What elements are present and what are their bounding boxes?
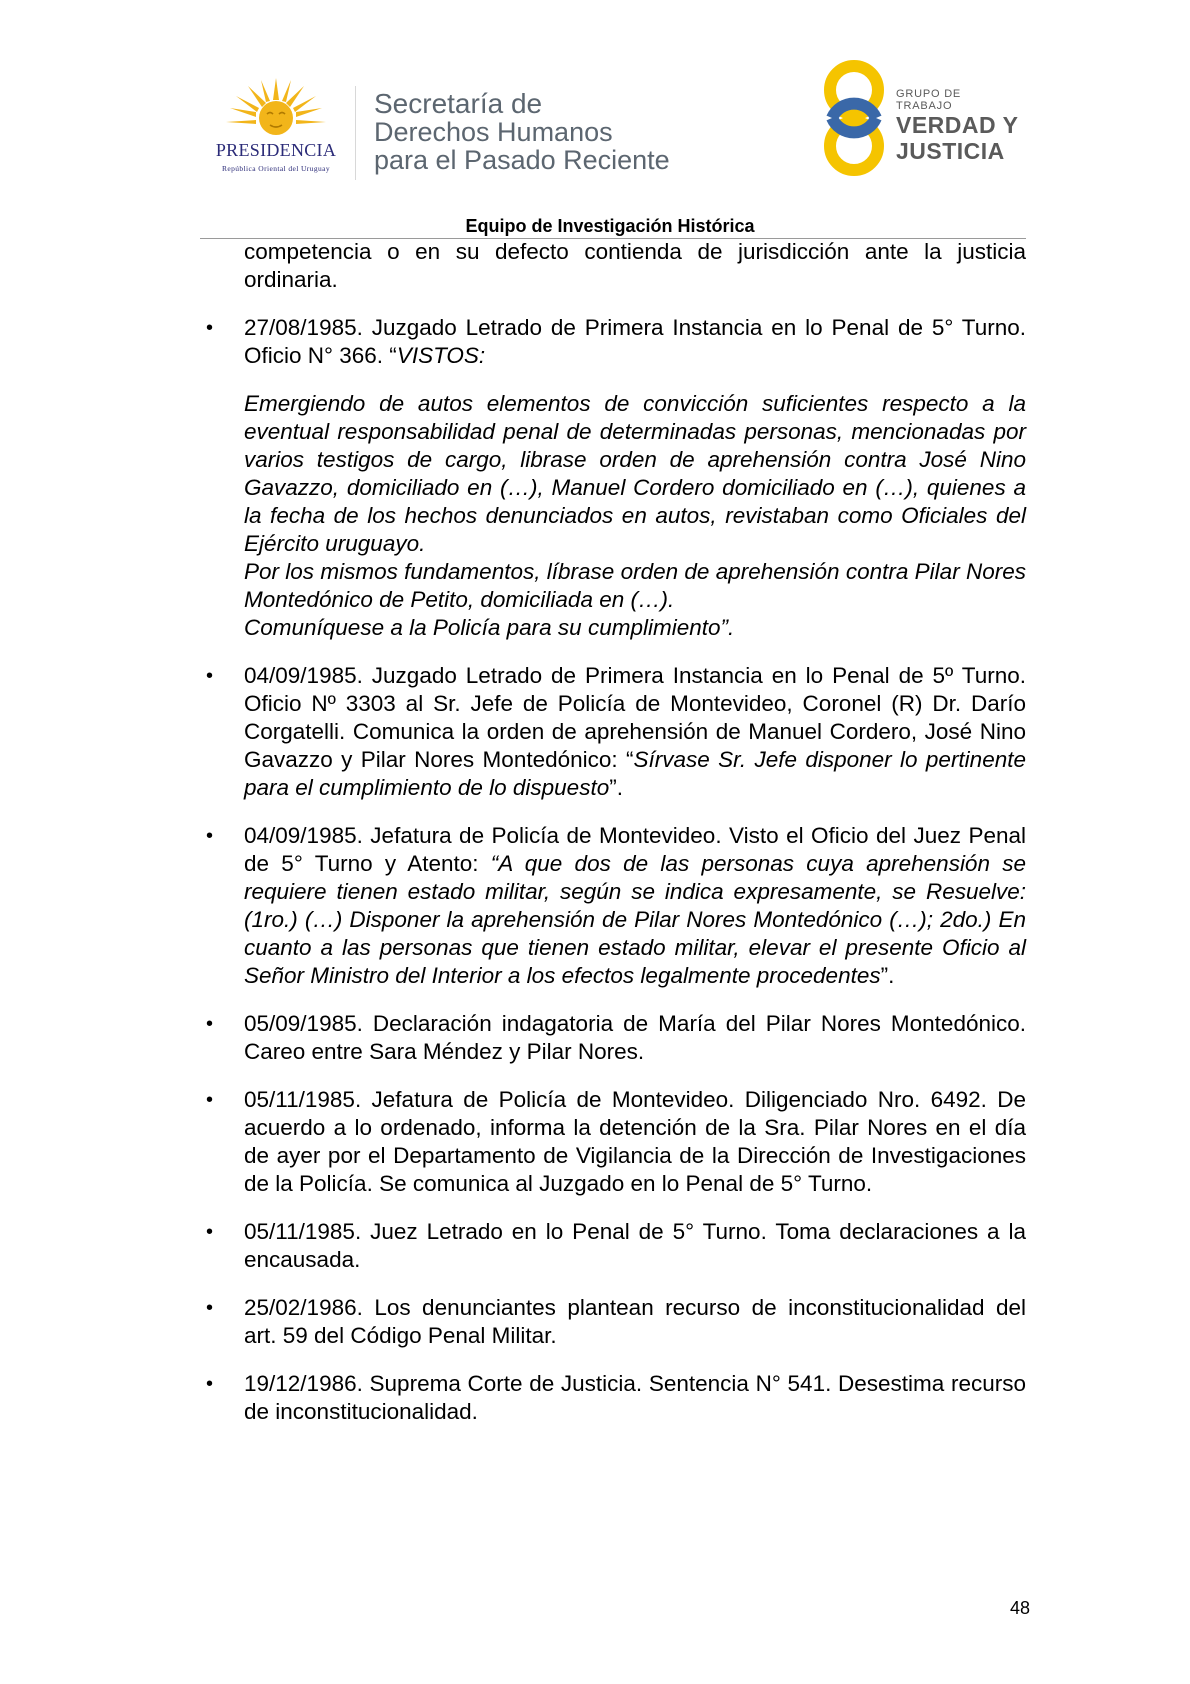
- verdad-justicia-logo: [820, 56, 1020, 180]
- bullet-icon: •: [206, 665, 214, 687]
- entry-italic: VISTOS:: [396, 343, 486, 368]
- grupo-line-1: GRUPO DE TRABAJO: [896, 88, 962, 112]
- entry-italic: “A que dos de las personas cuya aprehensión se requiere tienen estado militar, según se indica expresamente, se Resuelve: (1ro.) (…) Disponer la aprehensión de Pilar Nores Montedónico (…); 2do.) En cuanto a las personas que tienen estado militar, elevar el presente Oficio al Señor Ministro del Interior a los efectos legalmente procedentes: [244, 851, 1027, 988]
- secretaria-line-2: Derechos Humanos: [374, 117, 613, 147]
- bullet-icon: •: [206, 317, 214, 339]
- list-item: [200, 822, 1026, 990]
- quote-paragraph: Comuníquese a la Policía para su cumplimiento”.: [244, 615, 735, 640]
- grupo-line-3: JUSTICIA: [896, 138, 1005, 164]
- document-body: [200, 238, 1026, 1426]
- entry-text: 19/12/1986. Suprema Corte de Justicia. Sentencia N° 541. Desestima recurso de inconstitucionalidad.: [244, 1371, 1026, 1424]
- rings-icon: [820, 56, 892, 180]
- secretaria-line-3: para el Pasado Reciente: [374, 145, 670, 175]
- quote-paragraph: Emergiendo de autos elementos de convicción suficientes respecto a la eventual responsabilidad penal de determinadas personas, mencionadas por varios testigos de cargo, librase orden de aprehensión contra José Nino Gavazzo, domiciliado en (…), Manuel Cordero domiciliado en (…), quienes a la fecha de los hechos denunciados en autos, revistaban como Oficiales del Ejército uruguayo.: [244, 391, 1026, 556]
- entry-text: 25/02/1986. Los denunciantes plantean recurso de inconstitucionalidad del art. 59 del Código Penal Militar.: [244, 1295, 1026, 1348]
- entry-tail: ”.: [880, 963, 895, 988]
- entry-text: 05/11/1985. Juez Letrado en lo Penal de 5° Turno. Toma declaraciones a la encausada.: [244, 1219, 1026, 1272]
- bullet-icon: •: [206, 825, 214, 847]
- bullet-icon: •: [206, 1013, 214, 1035]
- grupo-line-2: VERDAD Y: [896, 112, 1019, 138]
- bullet-icon: •: [206, 1373, 214, 1395]
- list-item: [200, 1086, 1026, 1198]
- entry-tail: ”.: [609, 775, 623, 800]
- entry-italic: Sírvase Sr. Jefe disponer lo pertinente para el cumplimiento de lo dispuesto: [244, 747, 1026, 800]
- list-item: [200, 1010, 1026, 1066]
- presidencia-logo: [196, 76, 356, 176]
- entry-text: 05/11/1985. Jefatura de Policía de Montevideo. Diligenciado Nro. 6492. De acuerdo a lo ordenado, informa la detención de la Sra. Pilar Nores en el día de ayer por el Departamento de Vigilancia de la Dirección de Investigaciones de la Policía. Se comunica al Juzgado en lo Penal de 5° Turno.: [244, 1087, 1026, 1196]
- entry-text: 27/08/1985. Juzgado Letrado de Primera Instancia en lo Penal de 5° Turno. Oficio N° 366. “: [244, 315, 1026, 368]
- team-title: Equipo de Investigación Histórica: [465, 216, 755, 236]
- bullet-icon: •: [206, 1221, 214, 1243]
- grupo-trabajo-wordmark: [896, 88, 1020, 164]
- bullet-icon: •: [206, 1297, 214, 1319]
- list-item: [200, 314, 1026, 370]
- secretaria-line-1: Secretaría de: [374, 88, 543, 119]
- continuation-paragraph: competencia o en su defecto contienda de jurisdicción ante la justicia ordinaria.: [244, 239, 1026, 292]
- presidencia-wordmark: PRESIDENCIA: [215, 140, 337, 160]
- bullet-icon: •: [206, 1089, 214, 1111]
- quote-paragraph: Por los mismos fundamentos, líbrase orden de aprehensión contra Pilar Nores Montedónico de Petito, domiciliada en (…).: [244, 559, 1026, 612]
- list-item: [200, 1294, 1026, 1350]
- list-item: [200, 662, 1026, 802]
- page-number: 48: [1009, 1598, 1030, 1618]
- entry-text: 05/09/1985. Declaración indagatoria de María del Pilar Nores Montedónico. Careo entre Sara Méndez y Pilar Nores.: [244, 1011, 1026, 1064]
- list-item: [200, 1218, 1026, 1274]
- secretaria-wordmark: [374, 90, 670, 174]
- list-item: [200, 1370, 1026, 1426]
- header-divider: [355, 86, 356, 180]
- sun-emblem-icon: [226, 76, 326, 140]
- entry-text: 04/09/1985. Jefatura de Policía de Montevideo. Visto el Oficio del Juez Penal de 5° Turno y Atento:: [244, 823, 1026, 876]
- presidencia-subtitle: República Oriental del Uruguay: [221, 164, 330, 173]
- quoted-resolution: [244, 390, 1026, 642]
- entry-text: 04/09/1985. Juzgado Letrado de Primera Instancia en lo Penal de 5º Turno. Oficio Nº 3303 al Sr. Jefe de Policía de Montevideo, Coronel (R) Dr. Darío Corgatelli. Comunica la orden de aprehensión de Manuel Cordero, José Nino Gavazzo y Pilar Nores Montedónico: “: [244, 663, 1026, 772]
